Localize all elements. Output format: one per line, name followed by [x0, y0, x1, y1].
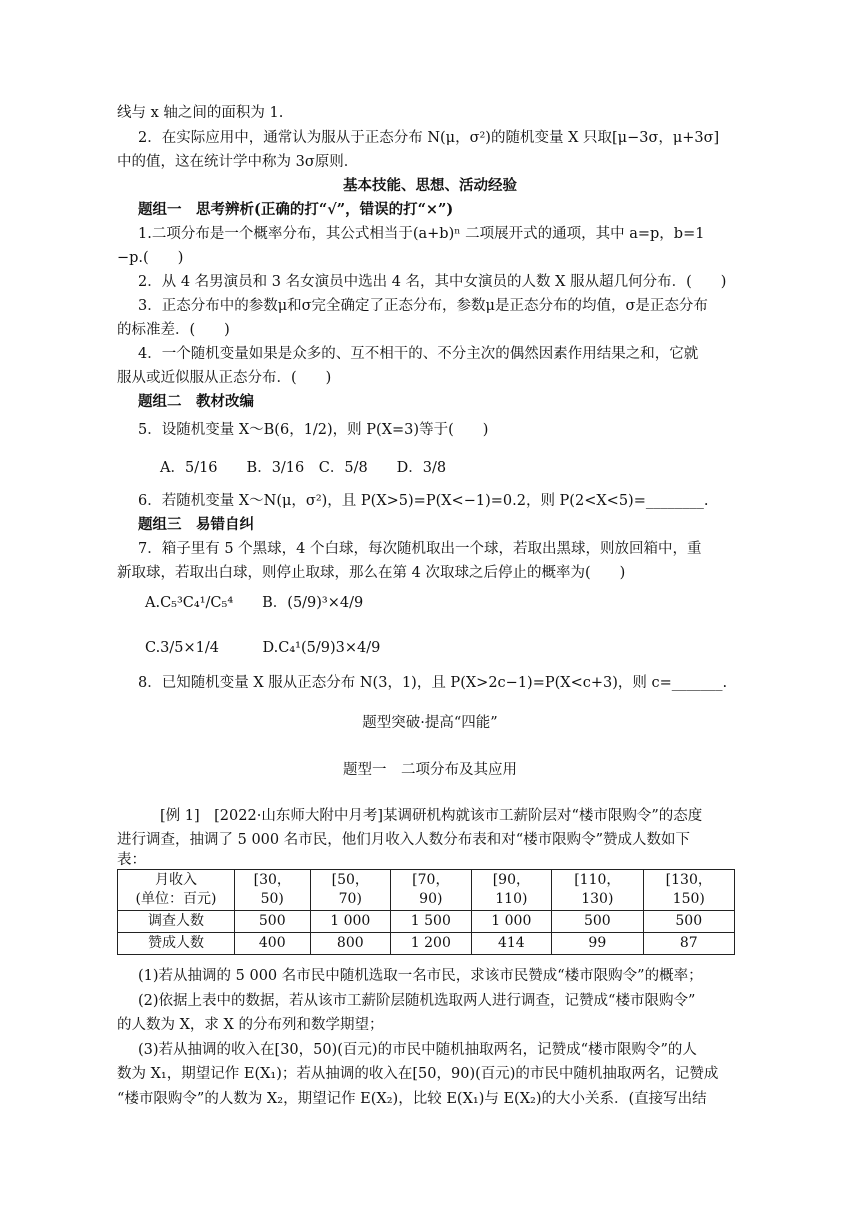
example-line: 进行调查，抽调了 5 000 名市民，他们月收入人数分布表和对“楼市限购令”赞成人数如下 — [117, 832, 691, 848]
table-row — [118, 911, 735, 933]
table-cell: [50， 70) — [310, 870, 391, 911]
table-cell: 1 000 — [310, 911, 391, 933]
table-cell: 500 — [552, 911, 643, 933]
question-line: 7．箱子里有 5 个黑球，4 个白球，每次随机取出一个球，若取出黑球，则放回箱中，重 — [138, 541, 702, 557]
table-cell: [90， 110) — [471, 870, 552, 911]
question-line: 1.二项分布是一个概率分布，其公式相当于(a+b)ⁿ 二项展开式的通项，其中 a=p，b=1 — [138, 226, 705, 242]
table-cell: 调查人数 — [118, 911, 235, 933]
table-cell: 赞成人数 — [118, 933, 235, 955]
table-row — [118, 933, 735, 955]
text-line: 线与 x 轴之间的面积为 1. — [117, 105, 284, 121]
problem-line: (3)若从抽调的收入在[30，50)(百元)的市民中随机抽取两名，记赞成“楼市限购令”的人 — [138, 1042, 697, 1058]
table-cell: [30， 50) — [235, 870, 311, 911]
problem-line: “楼市限购令”的人数为 X₂，期望记作 E(X₂)，比较 E(X₁)与 E(X₂)的大小关系．(直接写出结 — [117, 1091, 707, 1107]
question-line: 服从或近似服从正态分布．( ) — [117, 370, 332, 386]
table-row — [118, 870, 735, 911]
table-cell: 99 — [552, 933, 643, 955]
section-heading: 基本技能、思想、活动经验 — [343, 177, 517, 194]
table-cell: 400 — [235, 933, 311, 955]
question-line: 8．已知随机变量 X 服从正态分布 N(3，1)，且 P(X>2c−1)=P(X<c+3)，则 c=_______. — [138, 675, 728, 691]
question-line: 6．若随机变量 X～N(μ，σ²)，且 P(X>5)=P(X<−1)=0.2，则 P(2<X<5)=________. — [138, 493, 709, 509]
problem-line: 的人数为 X，求 X 的分布列和数学期望； — [117, 1017, 384, 1033]
example-line: 表： — [117, 852, 146, 868]
table-cell: 1 500 — [391, 911, 472, 933]
question-line: 的标准差．( ) — [117, 322, 230, 338]
section-heading: 题型突破·提高“四能” — [362, 715, 498, 731]
question-line: −p.( ) — [117, 250, 184, 266]
problem-line: 数为 X₁，期望记作 E(X₁)；若从抽调的收入在[50，90)(百元)的市民中随机抽取两名，记赞成 — [117, 1066, 719, 1082]
question-line: 3．正态分布中的参数μ和σ完全确定了正态分布，参数μ是正态分布的均值，σ是正态分布 — [138, 298, 708, 314]
income-survey-table — [117, 869, 735, 955]
group-heading: 题组一 思考辨析(正确的打“√”，错误的打“×”) — [138, 201, 454, 218]
question-options: C.3/5×1/4 D.C₄¹(5/9)3×4/9 — [145, 640, 381, 656]
section-heading: 题型一 二项分布及其应用 — [343, 762, 517, 778]
table-cell: [70， 90) — [391, 870, 472, 911]
text-line: 2．在实际应用中，通常认为服从于正态分布 N(μ，σ²)的随机变量 X 只取[μ−3σ，μ+3σ] — [138, 130, 720, 146]
table-cell: 月收入 (单位：百元) — [118, 870, 235, 911]
problem-line: (2)依据上表中的数据，若从该市工薪阶层随机选取两人进行调查，记赞成“楼市限购令” — [138, 993, 696, 1009]
question-options: A．5/16 B．3/16 C．5/8 D．3/8 — [160, 460, 447, 476]
question-line: 2．从 4 名男演员和 3 名女演员中选出 4 名，其中女演员的人数 X 服从超几何分布．( ) — [138, 274, 727, 290]
text-line: 中的值，这在统计学中称为 3σ原则． — [117, 154, 359, 170]
table-cell: 1 000 — [471, 911, 552, 933]
question-line: 新取球，若取出白球，则停止取球，那么在第 4 次取球之后停止的概率为( ) — [117, 565, 626, 581]
question-line: 4．一个随机变量如果是众多的、互不相干的、不分主次的偶然因素作用结果之和，它就 — [138, 346, 699, 362]
table-cell: 500 — [643, 911, 734, 933]
table-cell: 1 200 — [391, 933, 472, 955]
table-cell: [130， 150) — [643, 870, 734, 911]
example-line: [例 1] [2022·山东师大附中月考]某调研机构就该市工薪阶层对“楼市限购令”的态度 — [160, 808, 703, 824]
problem-line: (1)若从抽调的 5 000 名市民中随机选取一名市民，求该市民赞成“楼市限购令”的概率； — [138, 968, 703, 984]
table-cell: 800 — [310, 933, 391, 955]
table-cell: 500 — [235, 911, 311, 933]
table-cell: [110， 130) — [552, 870, 643, 911]
table-cell: 414 — [471, 933, 552, 955]
group-heading: 题组三 易错自纠 — [138, 516, 254, 533]
question-options: A.C₅³C₄¹/C₅⁴ B．(5/9)³×4/9 — [145, 595, 364, 611]
question-line: 5．设随机变量 X～B(6，1/2)，则 P(X=3)等于( ) — [138, 422, 489, 438]
table-cell: 87 — [643, 933, 734, 955]
group-heading: 题组二 教材改编 — [138, 393, 254, 410]
